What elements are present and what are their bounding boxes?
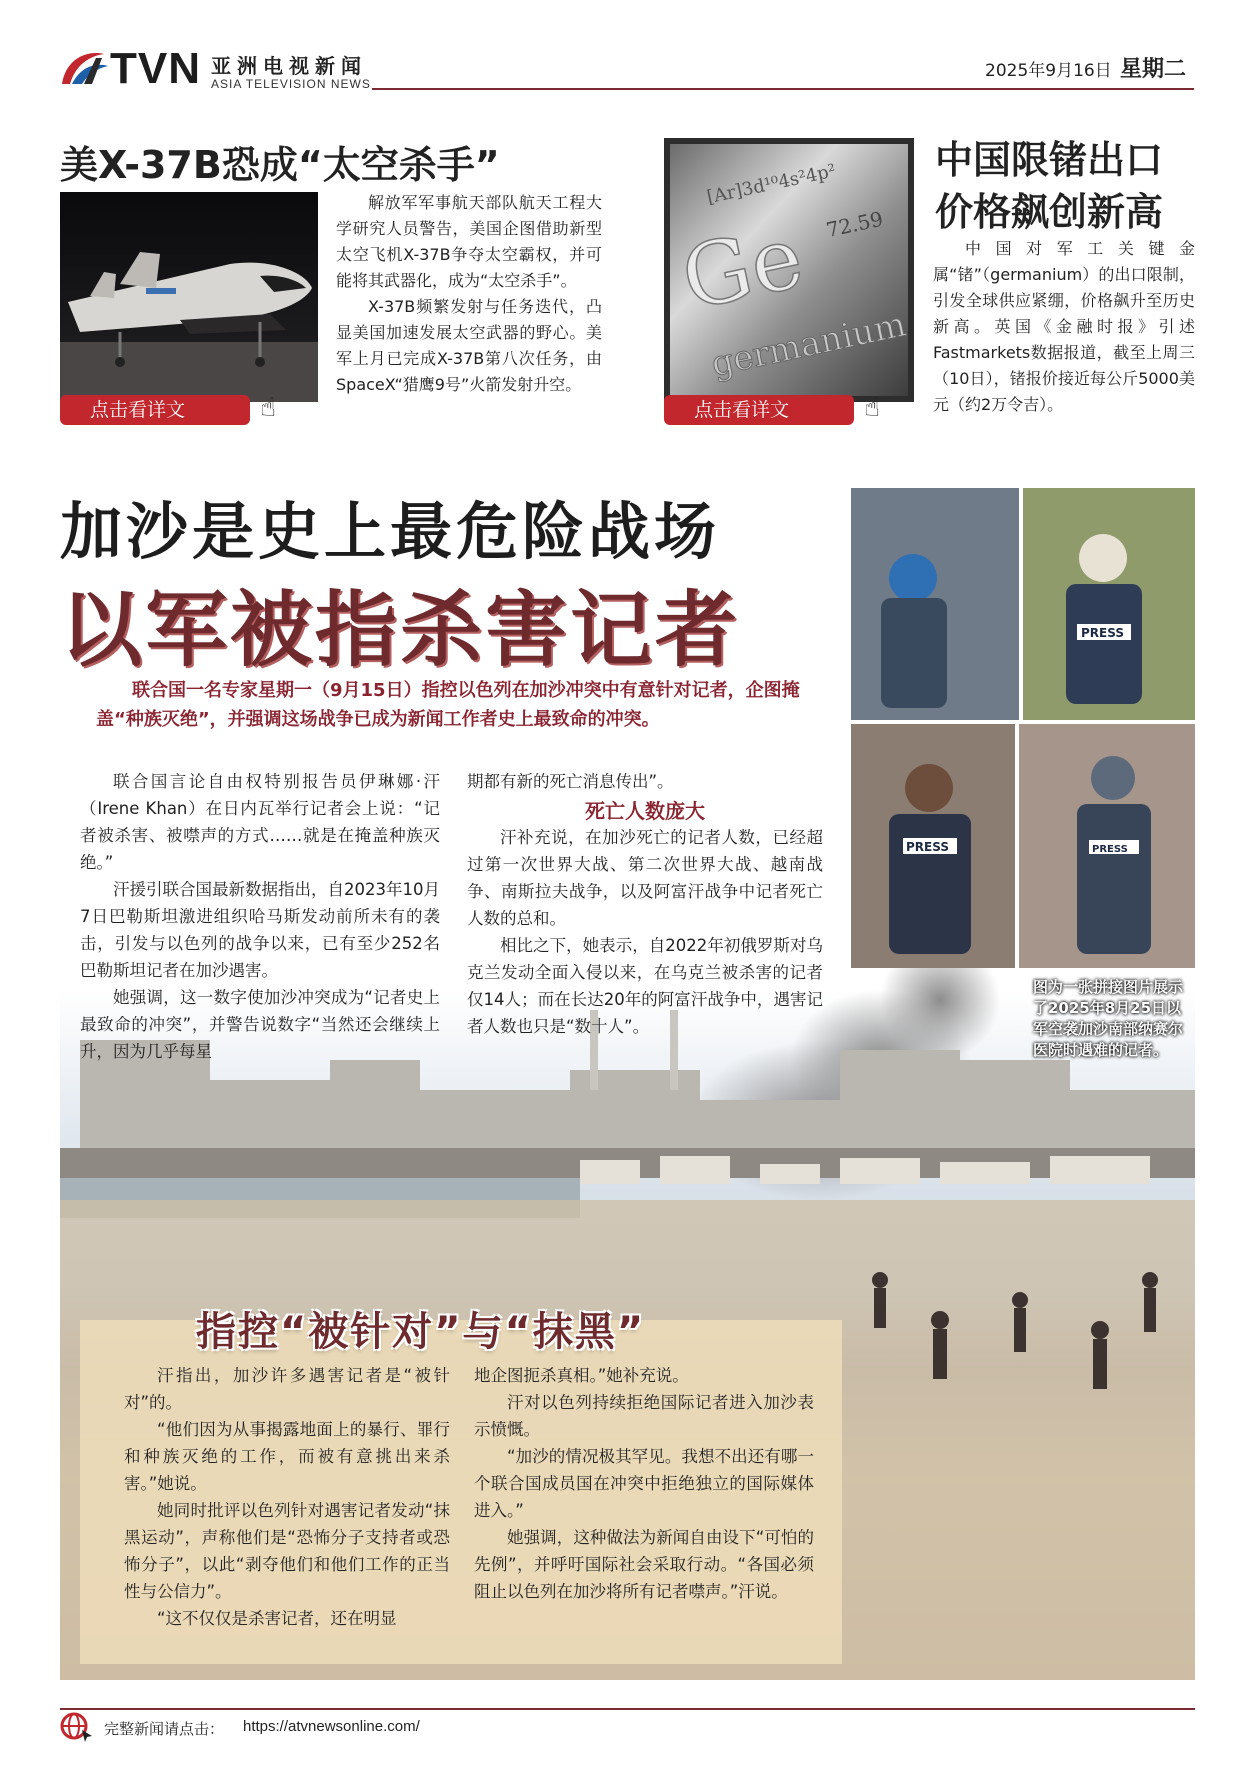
section-subheading-deaths: 死亡人数庞大 [585,799,705,823]
collage-caption: 图为一张拼接图片展示了2025年8月25日以军空袭加沙南部纳赛尔医院时遇难的记者。 [1033,978,1184,1059]
article-paragraph: “这不仅仅是杀害记者，还在明显 [157,1609,397,1628]
footer-link[interactable]: https://atvnewsonline.com/ [243,1718,420,1735]
germanium-element-photo [664,138,914,402]
article-paragraph: 汗对以色列持续拒绝国际记者进入加沙表示愤慨。 [474,1393,814,1439]
brand-name-en: ASIA TELEVISION NEWS [211,77,371,91]
press-vest-label: PRESS [1081,626,1124,640]
article-paragraph: 汗补充说，在加沙死亡的记者人数，已经超过第一次世界大战、第二次世界大战、越南战争、南斯拉夫战争，以及阿富汗战争中记者死亡人数的总和。 [467,828,823,928]
germanium-headline-line1: 中国限锗出口 [935,138,1164,182]
article-paragraph: 汗援引联合国最新数据指出，自2023年10月7日巴勒斯坦激进组织哈马斯发动前所未有的袭击，引发与以色列的战争以来，已有至少252名巴勒斯坦记者在加沙遇害。 [80,880,440,980]
germanium-read-more-label: 点击看详文 [694,399,790,421]
brand-name-cn: 亚洲电视新闻 [211,54,367,78]
germanium-symbol-text: Ge [673,207,812,330]
x37b-headline: 美X-37B恐成“太空杀手” [60,143,500,187]
issue-weekday: 星期二 [1120,57,1187,82]
article-paragraph: 她强调，这一数字使加沙冲突成为“记者史上最致命的冲突”，并警告说数字“当然还会继续上升，因为几乎每星 [80,988,440,1061]
main-headline: 加沙是史上最危险战场 [60,495,721,568]
lede-text: 联合国一名专家星期一（9月15日）指控以色列在加沙冲突中有意针对记者，企图掩盖“种族灭绝”，并强调这场战争已成为新闻工作者史上最致命的冲突。 [96,680,800,730]
article-paragraph: 她同时批评以色列针对遇害记者发动“抹黑运动”，声称他们是“恐怖分子支持者或恐怖分子”，以此“剥夺他们和他们工作的正当性与公信力”。 [124,1501,450,1601]
atvn-logo-mark [58,48,110,88]
article-paragraph: 她强调，这种做法为新闻自由设下“可怕的先例”，并呼吁国际社会采取行动。“各国必须阻止以色列在加沙将所有记者噤声。”汗说。 [474,1528,814,1601]
x37b-read-more-label: 点击看详文 [90,399,186,421]
logo-text: TVN [110,44,201,93]
x37b-spaceplane-photo [60,192,318,402]
article-column-2 [467,768,823,1040]
germanium-body [933,236,1195,418]
x37b-paragraph: 解放军军事航天部队航天工程大学研究人员警告，美国企图借助新型太空飞机X-37B争夺太空霸权，并可能将其武器化，成为“太空杀手”。 [336,193,602,290]
article-paragraph: “加沙的情况极其罕见。我想不出还有哪一个联合国成员国在冲突中拒绝独立的国际媒体进入。” [474,1447,814,1520]
x37b-read-more-button[interactable] [60,393,276,425]
main-subheadline: 以军被指杀害记者 [60,583,741,678]
issue-date: 2025年9月16日 [985,61,1112,81]
article-column-4 [474,1362,814,1605]
article-paragraph: 联合国言论自由权特别报告员伊琳娜·汗（Irene Khan）在日内瓦举行记者会上说：“记者被杀害、被噤声的方式……就是在掩盖种族灭绝。” [80,772,440,872]
globe-cursor-icon [58,1710,94,1742]
germanium-headline-line2: 价格飙创新高 [935,190,1164,234]
pointer-hand-icon: ☝ [864,393,880,423]
pointer-hand-icon: ☝ [260,393,276,423]
press-vest-label: PRESS [1092,844,1128,855]
germanium-config-text: [Ar]3d¹⁰4s²4p² [705,160,838,209]
section-subheading-targeted: 指控“被针对”与“抹黑” [196,1309,646,1355]
article-column-3 [124,1362,450,1632]
footer-divider [60,1708,1195,1710]
header-divider [372,88,1194,90]
x37b-body [336,190,602,398]
germanium-paragraph: 中国对军工关键金属“锗”（germanium）的出口限制，引发全球供应紧绷，价格飙升至历史新高。英国《金融时报》引述Fastmarkets数据报道，截至上周三（10日），锗报价接近每公斤5000美元（约2万令吉）。 [933,239,1195,414]
article-paragraph: 相比之下，她表示，自2022年初俄罗斯对乌克兰发动全面入侵以来，在乌克兰被杀害的记者仅14人；而在长达20年的阿富汗战争中，遇害记者人数也只是“数十人”。 [467,936,823,1036]
germanium-read-more-button[interactable] [664,393,880,425]
journalists-photo-collage [851,488,1195,968]
press-vest-label: PRESS [906,840,949,854]
x37b-paragraph: X-37B频繁发射与任务迭代，凸显美国加速发展太空武器的野心。美军上月已完成X-37B第八次任务，由SpaceX“猎鹰9号”火箭发射升空。 [336,297,602,394]
main-lede [96,676,818,734]
article-paragraph: 汗指出，加沙许多遇害记者是“被针对”的。 [124,1366,450,1412]
germanium-name-text: germanium [707,304,910,385]
article-paragraph-continued: 地企图扼杀真相。”她补充说。 [474,1366,689,1385]
germanium-mass-text: 72.59 [824,206,886,243]
article-paragraph-continued: 期都有新的死亡消息传出”。 [467,772,674,791]
article-column-1 [80,768,440,1065]
article-paragraph: “他们因为从事揭露地面上的暴行、罪行和种族灭绝的工作，而被有意挑出来杀害。”她说。 [124,1420,450,1493]
footer-label: 完整新闻请点击： [104,1720,225,1738]
germanium-headline [935,134,1163,238]
